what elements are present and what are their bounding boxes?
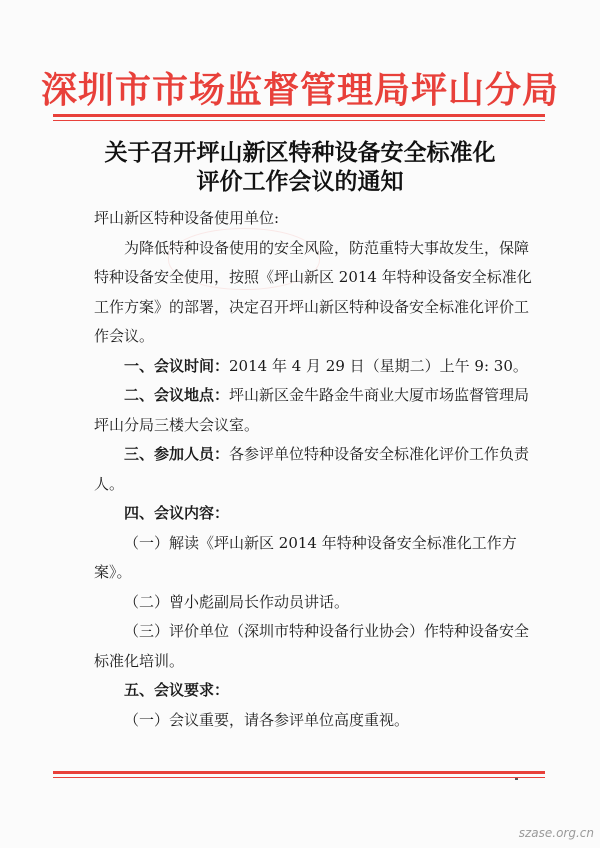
salutation: 坪山新区特种设备使用单位: xyxy=(94,209,280,227)
item-attendees-label: 三、参加人员： xyxy=(124,445,230,463)
header-red-rule xyxy=(53,114,545,121)
item-meeting-place-text: 坪山新区金牛路金牛商业大厦市场监督管理局坪山分局三楼大会议室。 xyxy=(94,386,530,434)
site-watermark: szase.org.cn xyxy=(518,826,594,840)
meeting-content-sub1: （一）解读《坪山新区 2014 年特种设备安全标准化工作方案》。 xyxy=(94,533,517,581)
meeting-content-sub2: （二）曾小彪副局长作动员讲话。 xyxy=(124,592,350,611)
item-attendees-text: 各参评单位特种设备安全标准化评价工作负责人。 xyxy=(94,445,530,493)
intro-paragraph: 为降低特种设备使用的安全风险，防范重特大事故发生，保障特种设备安全使用，按照《坪山新区 2014 年特种设备安全标准化工作方案》的部署，决定召开坪山新区特种设备安全标准化评价工作会议。 xyxy=(94,238,532,345)
issuing-authority-header: 深圳市市场监督管理局坪山分局 xyxy=(40,69,559,111)
notice-title-line2: 评价工作会议的通知 xyxy=(196,168,404,195)
notice-body xyxy=(94,204,534,735)
item-meeting-place-label: 二、会议地点： xyxy=(124,386,230,404)
item-meeting-time-label: 一、会议时间： xyxy=(124,356,230,375)
item-meeting-place xyxy=(94,381,534,440)
item-meeting-time xyxy=(94,352,534,382)
page-mark xyxy=(515,778,518,780)
notice-title xyxy=(0,138,600,196)
item-meeting-requirements-label: 五、会议要求： xyxy=(124,681,230,699)
header-rule-thick xyxy=(53,114,545,117)
item-attendees xyxy=(94,440,534,499)
footer-rule-thin xyxy=(53,777,545,778)
meeting-content-sub3: （三）评价单位（深圳市特种设备行业协会）作特种设备安全标准化培训。 xyxy=(94,622,530,670)
footer-rule-thick xyxy=(53,771,545,774)
header-rule-thin xyxy=(53,120,545,121)
meeting-requirement-sub1: （一）会议重要，请各参评单位高度重视。 xyxy=(124,710,410,729)
item-meeting-time-text: 2014 年 4 月 29 日（星期二）上午 9: 30。 xyxy=(229,356,528,375)
item-meeting-content-label: 四、会议内容： xyxy=(124,504,230,522)
notice-title-line1: 关于召开坪山新区特种设备安全标准化 xyxy=(104,139,496,166)
footer-red-rule xyxy=(53,771,545,778)
